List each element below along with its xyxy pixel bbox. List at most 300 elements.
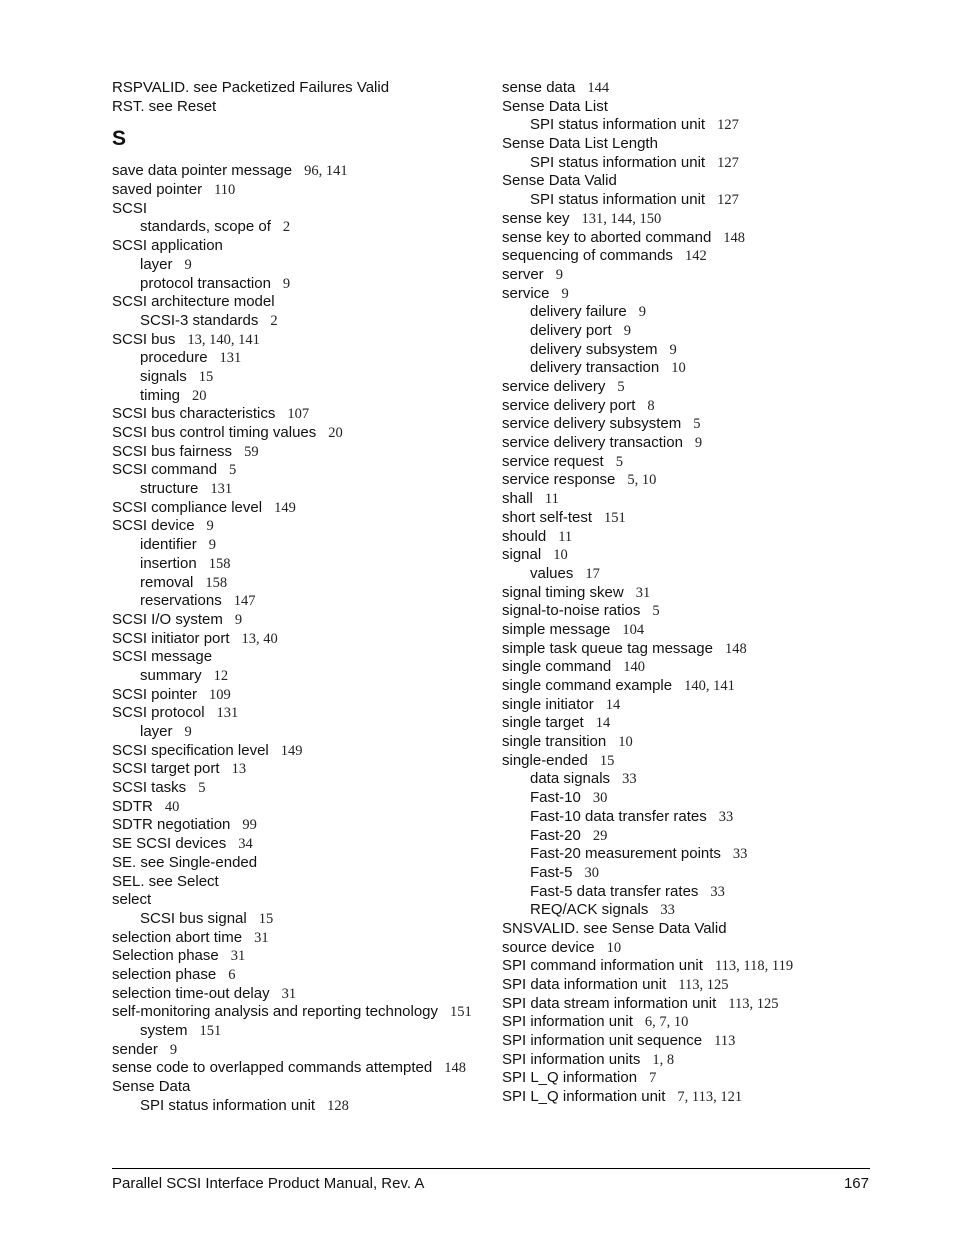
- index-entry: [112, 798, 492, 817]
- index-page-refs[interactable]: 14: [595, 715, 611, 732]
- index-entry: [502, 434, 882, 453]
- index-subentry: [112, 1097, 492, 1116]
- index-page-refs[interactable]: 7: [649, 1070, 657, 1087]
- index-term: delivery subsystem: [530, 340, 658, 358]
- index-entry: [112, 405, 492, 424]
- index-page-refs[interactable]: 113, 125: [678, 977, 729, 993]
- index-subentry: [112, 349, 492, 368]
- index-page-refs[interactable]: 96, 141: [304, 163, 348, 180]
- index-page-refs[interactable]: 104: [622, 621, 645, 638]
- index-entry: [112, 200, 492, 219]
- index-term: SCSI architecture model: [112, 293, 275, 311]
- index-subentry: [502, 565, 882, 584]
- index-page-refs[interactable]: 113, 118, 119: [714, 958, 794, 975]
- index-entry: [502, 602, 882, 621]
- index-entry: [112, 854, 492, 873]
- index-term: Selection phase: [112, 947, 219, 965]
- footer-page-number: 167: [843, 1175, 869, 1192]
- index-page-refs[interactable]: 5, 10: [627, 472, 657, 489]
- index-page-refs[interactable]: 40: [164, 798, 180, 815]
- index-term: SCSI target port: [112, 760, 220, 778]
- index-page-refs[interactable]: 127: [717, 192, 739, 209]
- index-term: system: [140, 1022, 188, 1039]
- footer-manual-title: Parallel SCSI Interface Product Manual, Rev. A: [112, 1175, 425, 1192]
- index-term: Fast-10: [530, 789, 581, 807]
- index-term: single initiator: [502, 695, 594, 713]
- index-entry: [112, 760, 492, 779]
- index-entry: [112, 98, 492, 117]
- index-page-refs[interactable]: 151: [604, 509, 626, 526]
- index-page-refs[interactable]: 13, 40: [241, 630, 278, 647]
- index-subentry: [112, 387, 492, 406]
- index-page-refs[interactable]: 11: [544, 491, 559, 508]
- index-entry: [502, 397, 882, 416]
- index-term: SEL. see Select: [112, 872, 219, 890]
- index-entry: [112, 742, 492, 761]
- index-term: select: [112, 891, 152, 909]
- index-page-refs[interactable]: 30: [592, 790, 608, 807]
- index-page-refs[interactable]: 20: [192, 387, 207, 404]
- index-page-refs[interactable]: 109: [209, 686, 231, 703]
- index-entry: [112, 891, 492, 910]
- index-page-refs[interactable]: 5: [652, 603, 660, 620]
- index-term: service request: [502, 452, 604, 470]
- index-term: selection abort time: [112, 928, 243, 946]
- index-subentry: [502, 808, 882, 827]
- index-subentry: [502, 154, 882, 173]
- index-page-refs[interactable]: 33: [718, 808, 734, 825]
- index-page-refs[interactable]: 144: [587, 80, 610, 96]
- index-entry: [112, 686, 492, 705]
- index-entry: [112, 331, 492, 350]
- index-term: SCSI device: [112, 517, 195, 535]
- index-page-refs[interactable]: 10: [606, 939, 622, 956]
- index-page-refs[interactable]: 33: [660, 902, 675, 919]
- index-page-refs[interactable]: 6: [228, 966, 236, 983]
- index-entry: [112, 985, 492, 1004]
- index-page-refs[interactable]: 149: [280, 742, 303, 759]
- index-term: SPI status information unit: [140, 1096, 316, 1114]
- index-entry: [112, 947, 492, 966]
- index-term: Sense Data: [112, 1078, 191, 1096]
- footer-divider: [112, 1168, 870, 1169]
- index-term: service delivery: [502, 378, 606, 395]
- index-entry: [112, 1003, 492, 1022]
- index-page-refs[interactable]: 113: [714, 1033, 736, 1050]
- index-entry: [112, 779, 492, 798]
- index-term: sender: [112, 1040, 158, 1058]
- index-term: SE SCSI devices: [112, 835, 227, 853]
- index-term: Fast-5: [530, 863, 573, 881]
- index-entry: [112, 517, 492, 536]
- index-page-refs[interactable]: 5: [693, 416, 701, 433]
- index-page-refs[interactable]: 34: [238, 836, 253, 853]
- index-page-refs[interactable]: 29: [592, 827, 608, 844]
- index-term: SCSI specification level: [112, 741, 269, 759]
- index-subentry: [112, 312, 492, 331]
- index-term: data signals: [530, 770, 611, 788]
- index-entry: [502, 1013, 882, 1032]
- index-subentry: [112, 368, 492, 387]
- index-page-refs[interactable]: 59: [244, 443, 259, 460]
- index-entry: [502, 939, 882, 958]
- index-page-refs[interactable]: 9: [206, 518, 214, 535]
- index-term: SCSI bus characteristics: [112, 405, 276, 423]
- index-term: Fast-10 data transfer rates: [530, 807, 707, 825]
- index-term: shall: [502, 490, 533, 508]
- index-term: service: [502, 284, 550, 302]
- index-page-refs[interactable]: 131: [219, 350, 242, 367]
- index-subentry: [502, 359, 882, 378]
- index-entry: [112, 424, 492, 443]
- index-entry: [502, 1088, 882, 1107]
- index-subentry: [112, 910, 492, 929]
- index-entry: [112, 630, 492, 649]
- index-entry: [112, 873, 492, 892]
- index-page-refs[interactable]: 131: [216, 705, 239, 722]
- index-section-heading: S: [112, 127, 127, 151]
- index-subentry: [112, 480, 492, 499]
- index-term: short self-test: [502, 508, 593, 526]
- index-entry: [112, 443, 492, 462]
- index-subentry: [502, 322, 882, 341]
- index-entry: [502, 584, 882, 603]
- index-term: service delivery transaction: [502, 434, 683, 452]
- index-page-refs[interactable]: 31: [230, 948, 246, 965]
- index-page-refs[interactable]: 9: [669, 341, 677, 358]
- index-term: SCSI initiator port: [112, 629, 230, 647]
- index-term: sequencing of commands: [502, 247, 673, 265]
- index-term: SCSI command: [112, 461, 218, 479]
- index-term: signals: [140, 367, 187, 385]
- index-subentry: [112, 1022, 492, 1041]
- index-subentry: [112, 574, 492, 593]
- index-term: Sense Data List: [502, 97, 608, 115]
- index-term: summary: [140, 666, 202, 684]
- index-page-refs[interactable]: 113, 125: [728, 995, 779, 1012]
- index-page-refs[interactable]: 140: [623, 659, 645, 676]
- index-entry: [502, 677, 882, 696]
- index-entry: [112, 293, 492, 312]
- index-term: signal-to-noise ratios: [502, 602, 641, 620]
- index-page-refs[interactable]: 31: [254, 929, 269, 946]
- index-subentry: [502, 883, 882, 902]
- index-page-refs[interactable]: 13, 140, 141: [187, 331, 260, 348]
- index-entry: [502, 172, 882, 191]
- index-page-refs[interactable]: 149: [274, 499, 296, 516]
- index-term: selection time-out delay: [112, 984, 270, 1002]
- index-page-refs[interactable]: 110: [214, 182, 236, 199]
- index-term: SCSI bus: [112, 330, 176, 348]
- index-page-refs[interactable]: 31: [635, 584, 651, 601]
- index-term: sense key to aborted command: [502, 228, 712, 246]
- index-page-refs[interactable]: 15: [258, 910, 274, 927]
- index-term: Sense Data Valid: [502, 172, 617, 190]
- index-term: SPI status information unit: [530, 191, 706, 209]
- index-entry: [502, 98, 882, 117]
- index-entry: [502, 696, 882, 715]
- index-page-refs[interactable]: 107: [287, 406, 310, 423]
- index-term: SE. see Single-ended: [112, 853, 258, 871]
- index-subentry: [502, 341, 882, 360]
- index-subentry: [112, 536, 492, 555]
- index-page-refs[interactable]: 1, 8: [652, 1051, 675, 1068]
- index-term: SPI information unit sequence: [502, 1032, 703, 1050]
- index-page-refs[interactable]: 142: [684, 248, 707, 265]
- index-term: SDTR: [112, 797, 153, 815]
- index-page-refs[interactable]: 148: [723, 229, 746, 246]
- index-page-refs[interactable]: 148: [724, 640, 747, 657]
- index-entry: [502, 79, 882, 98]
- index-page-refs[interactable]: 9: [638, 304, 646, 321]
- index-entry: [112, 499, 492, 518]
- index-column-left: [112, 79, 492, 1115]
- index-page-refs[interactable]: 11: [558, 528, 573, 545]
- index-subentry: [112, 256, 492, 275]
- index-page-refs[interactable]: 30: [584, 864, 600, 881]
- index-subentry: [112, 555, 492, 574]
- index-term: SCSI protocol: [112, 704, 205, 722]
- index-term: should: [502, 527, 547, 545]
- index-entry: [112, 648, 492, 667]
- index-entry: [502, 135, 882, 154]
- index-entry: [112, 966, 492, 985]
- index-term: simple task queue tag message: [502, 639, 713, 657]
- index-subentry: [112, 723, 492, 742]
- index-page-refs[interactable]: 5: [617, 379, 625, 395]
- index-page-refs[interactable]: 2: [270, 312, 278, 329]
- index-term: delivery failure: [530, 303, 627, 321]
- index-page-refs[interactable]: 148: [444, 1060, 466, 1077]
- index-page-refs[interactable]: 9: [282, 275, 291, 292]
- index-page-refs[interactable]: 31: [281, 985, 297, 1002]
- index-page-refs[interactable]: 6, 7, 10: [644, 1014, 689, 1031]
- index-page-refs[interactable]: 158: [208, 555, 231, 572]
- index-subentry: [112, 592, 492, 611]
- index-entry: [502, 957, 882, 976]
- index-subentry: [502, 303, 882, 322]
- index-subentry: [502, 827, 882, 846]
- index-term: SPI information units: [502, 1050, 641, 1068]
- index-term: saved pointer: [112, 181, 203, 199]
- index-term: single command: [502, 658, 612, 676]
- index-page-refs[interactable]: 9: [234, 611, 243, 628]
- index-page-refs[interactable]: 99: [242, 817, 257, 834]
- index-subentry: [502, 116, 882, 135]
- index-term: SCSI bus control timing values: [112, 424, 317, 441]
- index-entry: [502, 378, 882, 397]
- index-entry: [112, 1041, 492, 1060]
- index-page-refs[interactable]: 9: [623, 322, 631, 339]
- index-entry: [502, 995, 882, 1014]
- index-entry: [112, 181, 492, 200]
- index-entry: [502, 546, 882, 565]
- index-page-refs[interactable]: 151: [450, 1004, 472, 1021]
- index-entry: [502, 247, 882, 266]
- index-column-right: [502, 79, 882, 1107]
- index-term: Sense Data List Length: [502, 135, 658, 153]
- index-entry: [112, 929, 492, 948]
- index-page-refs[interactable]: 9: [555, 266, 563, 283]
- index-term: save data pointer message: [112, 162, 293, 180]
- index-term: SPI data stream information unit: [502, 994, 717, 1012]
- index-term: SCSI application: [112, 237, 223, 255]
- index-term: SCSI tasks: [112, 779, 187, 797]
- index-term: service response: [502, 471, 616, 489]
- index-page-refs[interactable]: 5: [198, 780, 206, 797]
- index-entry: [502, 621, 882, 640]
- index-page-refs[interactable]: 9: [169, 1041, 178, 1058]
- index-entry: [502, 752, 882, 771]
- index-term: sense data: [502, 79, 576, 96]
- index-page-refs[interactable]: 10: [618, 734, 633, 751]
- index-term: SCSI message: [112, 648, 213, 666]
- index-entry: [502, 210, 882, 229]
- index-page-refs[interactable]: 17: [585, 565, 600, 582]
- index-page-refs[interactable]: 15: [198, 368, 214, 385]
- index-page-refs[interactable]: 7, 113, 121: [677, 1089, 743, 1106]
- index-term: SPI L_Q information unit: [502, 1088, 666, 1106]
- index-page-refs[interactable]: 8: [647, 397, 655, 414]
- index-entry: [112, 162, 492, 181]
- index-term: simple message: [502, 620, 611, 638]
- index-term: service delivery subsystem: [502, 415, 682, 433]
- index-subentry: [502, 191, 882, 210]
- index-term: sense key: [502, 209, 570, 227]
- index-term: self-monitoring analysis and reporting technology: [112, 1003, 439, 1021]
- index-entry: [502, 266, 882, 285]
- index-subentry: [112, 218, 492, 237]
- index-page-refs[interactable]: 127: [717, 154, 739, 171]
- index-subentry: [112, 667, 492, 686]
- index-page-refs[interactable]: 33: [732, 846, 748, 863]
- index-page-refs[interactable]: 5: [615, 453, 623, 470]
- index-term: SPI data information unit: [502, 976, 667, 993]
- index-page-refs[interactable]: 2: [282, 219, 291, 236]
- index-term: RSPVALID. see Packetized Failures Valid: [112, 79, 390, 96]
- index-term: SNSVALID. see Sense Data Valid: [502, 919, 727, 937]
- index-page-refs[interactable]: 14: [605, 696, 621, 713]
- index-term: server: [502, 265, 544, 283]
- index-entry: [502, 415, 882, 434]
- index-entry: [112, 1059, 492, 1078]
- index-term: signal timing skew: [502, 583, 624, 601]
- index-term: SCSI: [112, 199, 148, 217]
- index-term: identifier: [140, 536, 197, 554]
- index-subentry: [502, 845, 882, 864]
- index-page-refs[interactable]: 158: [205, 574, 228, 591]
- index-term: single target: [502, 714, 584, 732]
- index-page-refs[interactable]: 128: [327, 1097, 349, 1114]
- index-term: SCSI bus fairness: [112, 442, 233, 460]
- index-page-refs[interactable]: 140, 141: [684, 678, 735, 694]
- index-page-refs[interactable]: 10: [671, 360, 686, 377]
- index-entry: [502, 229, 882, 248]
- index-term: single command example: [502, 677, 673, 694]
- index-page-refs[interactable]: 12: [213, 667, 229, 684]
- index-page-refs[interactable]: 131, 144, 150: [581, 210, 662, 227]
- index-entry: [112, 237, 492, 256]
- index-term: protocol transaction: [140, 274, 271, 292]
- index-page-refs[interactable]: 151: [199, 1023, 222, 1039]
- index-entry: [502, 920, 882, 939]
- index-entry: [112, 79, 492, 98]
- index-term: SPI L_Q information: [502, 1069, 638, 1087]
- index-term: Fast-20: [530, 826, 581, 844]
- index-page-refs[interactable]: 13: [231, 761, 247, 778]
- index-entry: [112, 835, 492, 854]
- index-entry: [502, 976, 882, 995]
- index-page-refs[interactable]: 9: [561, 285, 569, 302]
- index-subentry: [502, 864, 882, 883]
- index-entry: [502, 471, 882, 490]
- index-page-refs[interactable]: 5: [229, 462, 237, 479]
- index-term: insertion: [140, 554, 197, 572]
- index-term: reservations: [140, 592, 222, 610]
- index-page-refs[interactable]: 10: [553, 547, 568, 564]
- index-term: SPI command information unit: [502, 957, 703, 975]
- index-term: SPI information unit: [502, 1013, 633, 1031]
- index-subentry: [112, 275, 492, 294]
- index-term: RST. see Reset: [112, 97, 217, 115]
- index-term: SDTR negotiation: [112, 816, 231, 834]
- index-entry: [112, 1078, 492, 1097]
- index-term: structure: [140, 480, 199, 498]
- index-page-refs[interactable]: 127: [717, 117, 739, 134]
- index-entry: [112, 704, 492, 723]
- index-page-refs[interactable]: 9: [208, 537, 216, 554]
- index-term: timing: [140, 386, 181, 404]
- index-subentry: [502, 901, 882, 920]
- index-subentry: [502, 789, 882, 808]
- index-entry: [502, 733, 882, 752]
- index-page-refs[interactable]: 9: [694, 435, 703, 452]
- index-page-refs[interactable]: 33: [622, 771, 637, 788]
- index-term: selection phase: [112, 965, 217, 983]
- index-term: standards, scope of: [140, 218, 271, 236]
- index-entry: [502, 490, 882, 509]
- index-term: signal: [502, 546, 542, 564]
- index-page-refs[interactable]: 9: [184, 724, 192, 740]
- index-page-refs[interactable]: 147: [233, 593, 256, 610]
- index-entry: [502, 1069, 882, 1088]
- index-entry: [502, 528, 882, 547]
- index-entry: [502, 509, 882, 528]
- index-entry: [112, 611, 492, 630]
- index-entry: [502, 640, 882, 659]
- index-entry: [502, 285, 882, 304]
- index-term: layer: [140, 723, 173, 740]
- index-entry: [502, 1032, 882, 1051]
- index-term: delivery transaction: [530, 359, 660, 377]
- index-entry: [502, 658, 882, 677]
- index-entry: [502, 453, 882, 472]
- index-term: service delivery port: [502, 396, 636, 414]
- index-term: single transition: [502, 733, 607, 751]
- index-page-refs[interactable]: 20: [328, 425, 343, 441]
- index-term: SCSI compliance level: [112, 498, 263, 516]
- index-page-refs[interactable]: 9: [184, 256, 192, 273]
- index-entry: [112, 816, 492, 835]
- index-term: values: [530, 564, 574, 582]
- index-page-refs[interactable]: 15: [599, 752, 615, 769]
- index-term: single-ended: [502, 751, 588, 769]
- index-term: SPI status information unit: [530, 153, 706, 171]
- index-term: SPI status information unit: [530, 116, 706, 134]
- index-page-refs[interactable]: 33: [710, 883, 725, 900]
- index-entry: [502, 1051, 882, 1070]
- index-page-refs[interactable]: 131: [210, 481, 233, 498]
